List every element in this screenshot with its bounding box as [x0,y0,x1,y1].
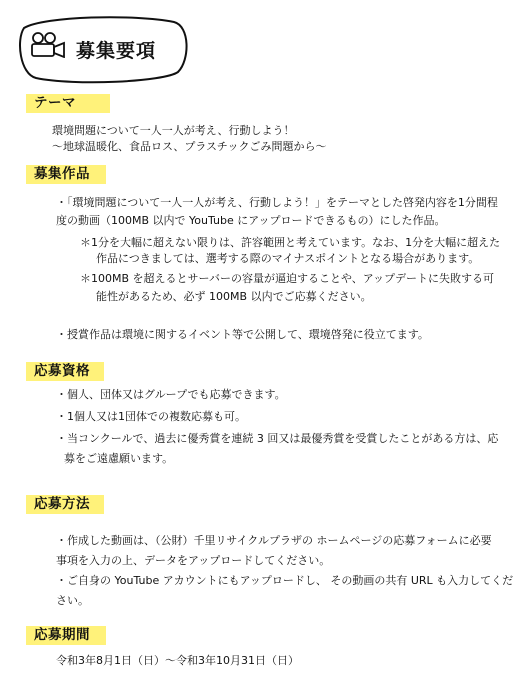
works-note: 作品につきましては、選考する際のマイナスポイントとなる場合があります。 [96,252,480,265]
works-note: ＊100MB を超えるとサーバーの容量が逼迫することや、アップデートに失敗する可 [80,272,494,285]
method-line: ・ご自身の YouTube アカウントにもアップロードし、 その動画の共有 URL も入力してくだ [56,574,514,587]
theme-line: ～地球温暖化、食品ロス、プラスチックごみ問題から～ [52,140,327,153]
eligibility-line: ・個人、団体又はグループでも応募できます。 [56,388,286,401]
works-line: ・「環境問題について一人一人が考え、行動しよう！」をテーマとした啓発内容を1分間程 [56,196,498,209]
works-note: ＊1分を大幅に超えない限りは、許容範囲と考えています。なお、1分を大幅に超えた [80,236,501,249]
eligibility-line: ・1個人又は1団体での複数応募も可。 [56,410,246,423]
theme-line: 環境問題について一人一人が考え、行動しよう！ [52,124,295,137]
title-block [14,8,192,88]
method-line: 事項を入力の上、データをアップロードしてください。 [56,554,331,567]
eligibility-line: ・当コンクールで、過去に優秀賞を連続 3 回又は最優秀賞を受賞したことがある方は、応 [56,432,499,445]
heading-eligibility: 応募資格 [26,362,104,381]
page-title: 募集要項 [76,40,157,62]
period-line: 令和3年8月1日（日）～令和3年10月31日（日） [56,654,299,667]
method-line: ・作成した動画は、（公財）千里リサイクルプラザの ホームページの応募フォームに必要 [56,534,492,547]
works-note: 能性があるため、必ず 100MB 以内でご応募ください。 [96,290,372,303]
works-line: ・授賞作品は環境に関するイベント等で公開して、環境啓発に役立てます。 [56,328,429,341]
works-line: 度の動画（100MB 以内で YouTube にアップロードできるもの）にした作品。 [56,214,446,227]
heading-period: 応募期間 [26,626,106,645]
method-line: さい。 [56,594,89,607]
eligibility-line: 募をご遠慮願います。 [64,452,174,465]
heading-method: 応募方法 [26,495,104,514]
heading-works: 募集作品 [26,165,106,184]
heading-theme: テーマ [26,94,110,113]
movie-camera-icon [30,32,68,58]
